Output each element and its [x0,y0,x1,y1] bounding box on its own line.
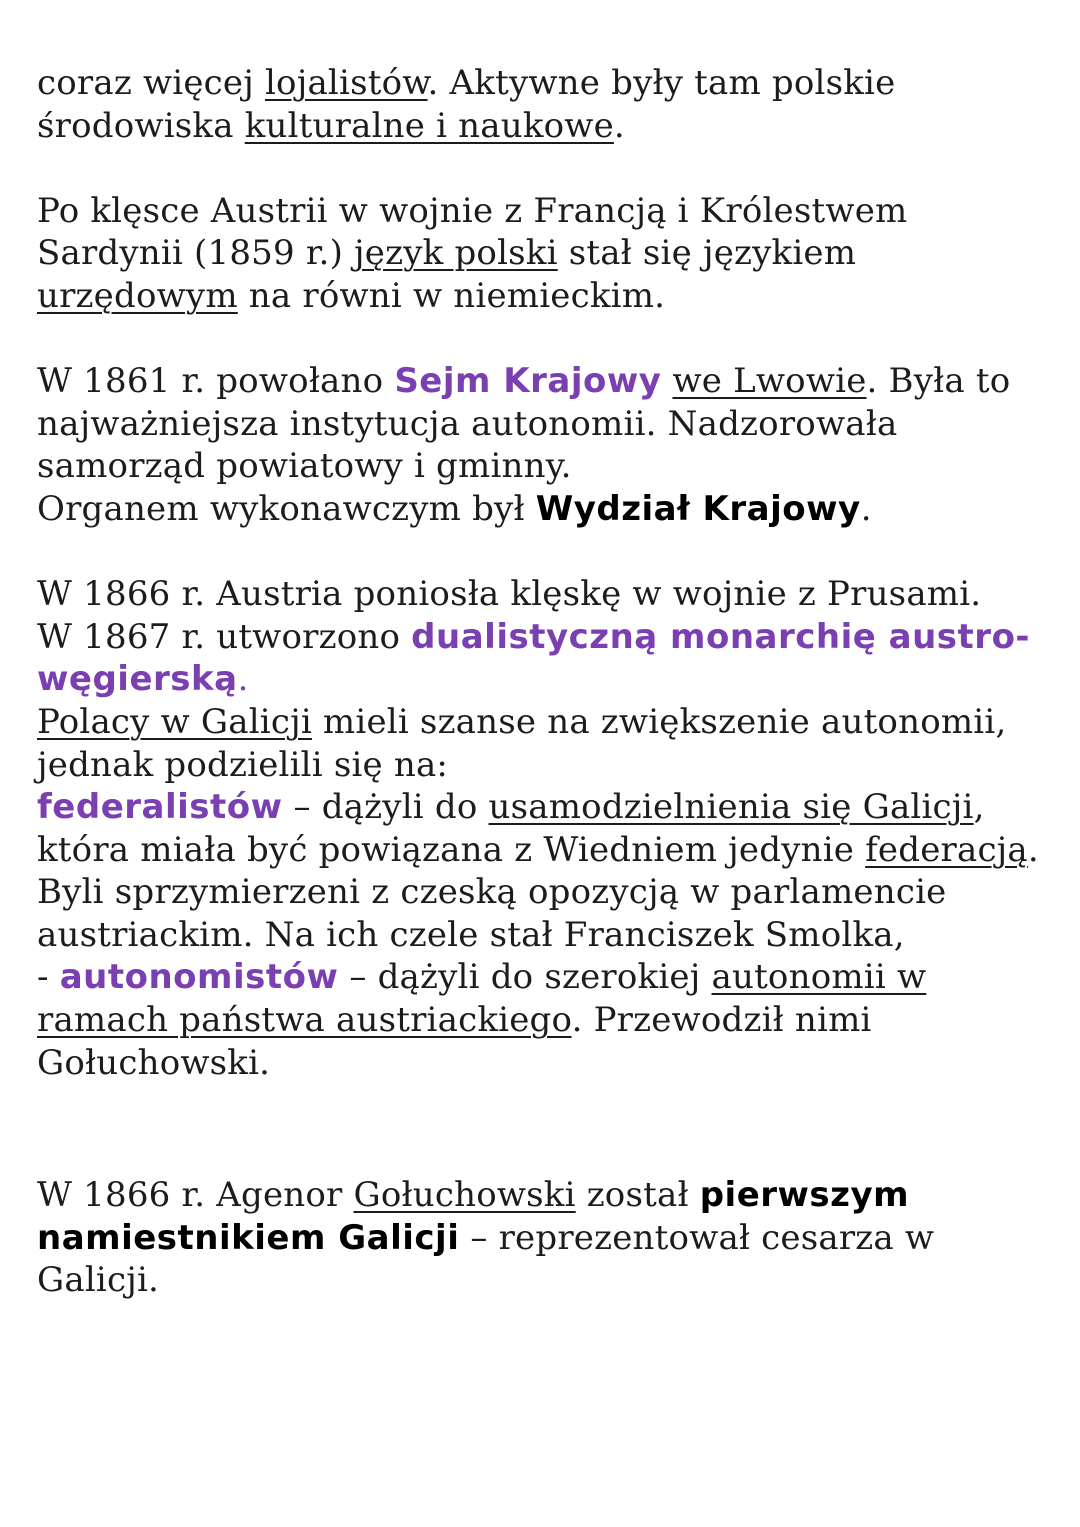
highlight-term: autonomistów [59,957,339,998]
text: . Była to najważniejsza instytucja autonomii. Nadzorowała samorząd powiatowy i gminny. [37,361,1011,487]
paragraph-polish-language [37,190,1057,318]
underlined-term: federacją [865,829,1028,870]
text: W 1866 r. Austria poniosła klęskę w wojnie z Prusami. [37,574,982,615]
text: Organem wykonawczym był [37,488,536,529]
bold-term: pierwszym namiestnikiem Galicji [37,1175,910,1258]
text: W 1861 r. powołano [37,361,395,402]
underlined-term: kulturalne i naukowe [244,105,614,146]
text: . Aktywne były tam polskie środowiska [37,63,896,146]
text: W 1866 r. Agenor [37,1175,354,1216]
text: stał się językiem [557,233,857,274]
underlined-term: język polski [354,233,558,274]
text: – dążyli do szerokiej [338,957,712,998]
text: . [237,659,249,700]
underlined-term: urzędowym [37,275,238,316]
paragraph-loyalists [37,62,1057,147]
text: Po klęsce Austrii w wojnie z Francją i Królestwem Sardynii (1859 r.) [37,190,908,274]
paragraph-dualism [37,573,1057,1084]
text: . [613,105,625,146]
text: został [575,1175,700,1216]
paragraph-gap [37,147,1057,190]
paragraph-gap [37,1084,1057,1174]
highlight-term: Sejm Krajowy [394,361,662,402]
text: mieli szanse na zwiększenie autonomii, jednak podzielili się na: [37,701,1007,785]
text: . [860,488,872,529]
underlined-term: Polacy w Galicji [37,701,312,742]
underlined-term: Gołuchowski [353,1175,576,1216]
paragraph-gap [37,531,1057,574]
underlined-term: lojalistów [264,63,428,103]
paragraph-sejm-krajowy [37,360,1057,530]
underlined-term: we Lwowie [672,361,867,402]
underlined-term: autonomii w ramach państwa austriackiego [37,957,927,1041]
text: coraz więcej [37,63,265,103]
highlight-term: dualistyczną monarchię austro-węgierską [37,616,1031,700]
text: - [37,957,60,998]
text: . Przewodził nimi Gołuchowski. [37,1000,872,1083]
paragraph-namiestnik [37,1174,1057,1302]
highlight-term: federalistów [37,787,283,828]
text: – dążyli do [282,787,489,828]
underlined-term: usamodzielnienia się Galicji [488,787,974,828]
bold-term: Wydział Krajowy [535,488,861,529]
paragraph-gap [37,318,1057,361]
text: – reprezentował cesarza w Galicji. [37,1217,935,1301]
text [661,361,672,401]
text: W 1867 r. utworzono [37,616,412,657]
document-page [37,62,1057,1302]
text: , która miała być powiązana z Wiedniem jedynie [37,787,985,870]
text: . Byli sprzymierzeni z czeską opozycją w parlamencie austriackim. Na ich czele stał Franciszek Smolka, [37,829,1039,955]
text: na równi w niemieckim. [237,275,666,316]
